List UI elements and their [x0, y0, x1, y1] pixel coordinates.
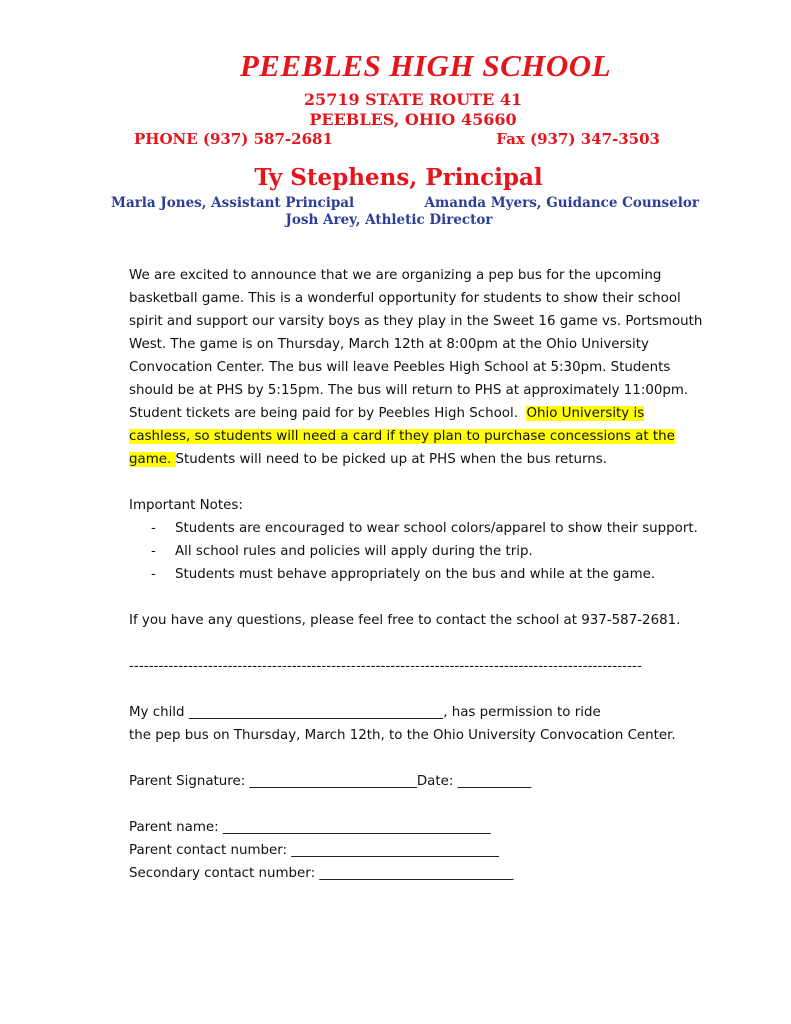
announcement-text: Students will need to be picked up at PHS when the bus returns.: [175, 452, 608, 467]
announcement-line: [129, 425, 709, 448]
secondary-contact-line: Secondary contact number: _____________________________: [129, 866, 514, 881]
dash-bullet: -: [151, 521, 156, 536]
notes-list: [129, 517, 709, 586]
assistant-principal: Marla Jones, Assistant Principal: [111, 195, 355, 211]
announcement-line: spirit and support our varsity boys as they play in the Sweet 16 game vs. Portsmouth: [129, 314, 703, 329]
announcement-line: [129, 402, 709, 425]
highlighted-text: game.: [129, 452, 176, 467]
athletic-director: Josh Arey, Athletic Director: [285, 212, 493, 228]
list-item: [129, 540, 709, 563]
phone-number: PHONE (937) 587-2681: [134, 130, 333, 148]
announcement-line: West. The game is on Thursday, March 12th at 8:00pm at the Ohio University: [129, 337, 649, 352]
note-text: Students are encouraged to wear school colors/apparel to show their support.: [175, 521, 698, 536]
parent-name-line: Parent name: ________________________________________: [129, 820, 491, 835]
cut-line-separator: --------------------------------------------------------------------------------------------------------: [129, 659, 642, 674]
announcement-text: Student tickets are being paid for by Peebles High School.: [129, 406, 527, 421]
announcement-line: Convocation Center. The bus will leave Peebles High School at 5:30pm. Students: [129, 360, 671, 375]
questions-line: If you have any questions, please feel free to contact the school at 937-587-2681.: [129, 613, 681, 628]
address-line-1: 25719 STATE ROUTE 41: [303, 90, 523, 109]
announcement-line: should be at PHS by 5:15pm. The bus will return to PHS at approximately 11:00pm.: [129, 383, 689, 398]
highlighted-text: cashless, so students will need a card if they plan to purchase concessions at the: [129, 429, 675, 444]
list-item: [129, 517, 709, 540]
note-text: All school rules and policies will apply during the trip.: [175, 544, 533, 559]
permission-statement: [129, 701, 709, 747]
permission-line: the pep bus on Thursday, March 12th, to the Ohio University Convocation Center.: [129, 728, 676, 743]
fax-number: Fax (937) 347-3503: [496, 130, 660, 148]
highlighted-text: Ohio University is: [526, 406, 645, 421]
announcement-line: We are excited to announce that we are organizing a pep bus for the upcoming: [129, 268, 662, 283]
note-text: Students must behave appropriately on the bus and while at the game.: [175, 567, 656, 582]
announcement-line: basketball game. This is a wonderful opportunity for students to show their school: [129, 291, 681, 306]
guidance-counselor: Amanda Myers, Guidance Counselor: [424, 195, 699, 211]
announcement-paragraph: [129, 264, 709, 471]
contact-fields: [129, 816, 709, 885]
dash-bullet: -: [151, 544, 156, 559]
address-line-2: PEEBLES, OHIO 45660: [309, 110, 517, 129]
permission-line: My child ______________________________________, has permission to ride: [129, 705, 601, 720]
principal-name: Ty Stephens, Principal: [254, 164, 543, 191]
letter-body: [129, 264, 709, 885]
notes-title: Important Notes:: [129, 498, 243, 513]
announcement-line: [129, 448, 709, 471]
parent-contact-line: Parent contact number: _______________________________: [129, 843, 499, 858]
parent-signature-line: Parent Signature: _________________________Date: ___________: [129, 774, 532, 789]
school-name: PEEBLES HIGH SCHOOL: [239, 48, 612, 83]
dash-bullet: -: [151, 567, 156, 582]
list-item: [129, 563, 709, 586]
